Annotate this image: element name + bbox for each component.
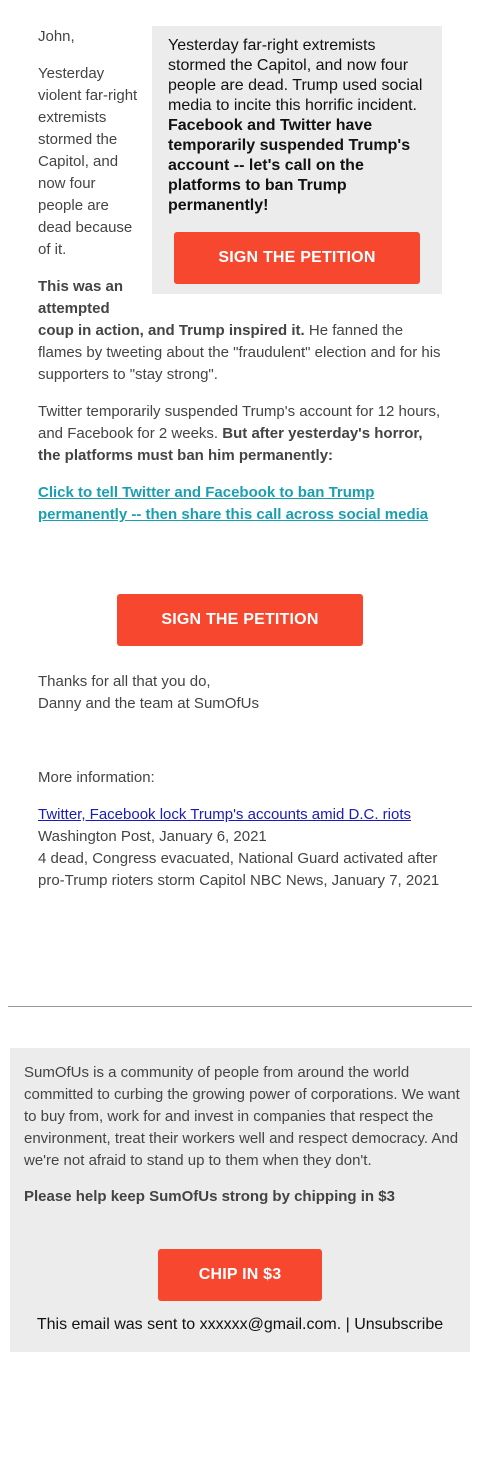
footer-panel (10, 1048, 470, 1352)
footer-separator: | (341, 1316, 355, 1333)
para3-bold: But after yesterday's horror, the platforms must ban him permanently: (38, 425, 423, 464)
intro-line: Capitol, and (38, 153, 119, 170)
intro-line: people are (38, 197, 109, 214)
para2-bold-line3: coup in action, and Trump inspired it. (38, 322, 305, 339)
intro-line: violent far-right (38, 87, 138, 104)
callout-bold: Facebook and Twitter have temporarily suspended Trump's account -- let's call on the platforms to ban Trump permanently! (168, 117, 411, 214)
para2-bold-line2: attempted (38, 300, 110, 317)
intro-line: dead because (38, 219, 133, 236)
para3-text: Twitter temporarily suspended Trump's account for 12 hours, and Facebook for 2 weeks. (38, 403, 441, 442)
divider (8, 1006, 472, 1007)
cta-paragraph (38, 482, 443, 526)
footer-appeal: Please help keep SumOfUs strong by chipping in $3 (24, 1188, 395, 1205)
para2-body (38, 320, 448, 386)
more-info-heading: More information: (38, 769, 155, 786)
para2-bold-line1: This was an (38, 278, 124, 295)
cta-link[interactable]: Click to tell Twitter and Facebook to ban Trump permanently -- then share this call across social media (38, 484, 429, 523)
footer-about: SumOfUs is a community of people from around the world committed to curbing the growing power of corporations. We want to buy from, work for and invest in companies that respect the environment, treat their workers well and respect democracy. And we're not afraid to stand up to them when they don't. (24, 1064, 460, 1169)
source-2: 4 dead, Congress evacuated, National Guard activated after pro-Trump rioters storm Capitol NBC News, January 7, 2021 (38, 850, 440, 889)
sent-to-text: This email was sent to xxxxxx@gmail.com. (36, 1316, 342, 1333)
callout-box (152, 26, 442, 294)
sign-petition-button[interactable]: SIGN THE PETITION (117, 594, 363, 646)
source-1: Washington Post, January 6, 2021 (38, 828, 267, 845)
callout-text (168, 36, 430, 216)
greeting: John, (38, 28, 75, 45)
source-link[interactable]: Twitter, Facebook lock Trump's accounts amid D.C. riots (38, 806, 411, 823)
intro-line: extremists (38, 109, 107, 126)
intro-line: Yesterday (38, 65, 105, 82)
intro-paragraph (38, 63, 150, 261)
intro-line: of it. (38, 241, 67, 258)
unsubscribe-link[interactable]: Unsubscribe (354, 1316, 444, 1333)
signoff-signature: Danny and the team at SumOfUs (38, 695, 259, 712)
chip-in-button[interactable]: CHIP IN $3 (158, 1249, 322, 1301)
intro-line: now four (38, 175, 96, 192)
footer-sent-to (10, 1314, 470, 1336)
para2-rest: He fanned the flames by tweeting about the "fraudulent" election and for his supporters to "stay strong". (38, 322, 441, 383)
callout-sign-petition-button[interactable]: SIGN THE PETITION (174, 232, 420, 284)
signoff-thanks: Thanks for all that you do, (38, 673, 211, 690)
callout-body: Yesterday far-right extremists stormed the Capitol, and now four people are dead. Trump used social media to incite this horrific incident. (168, 37, 423, 114)
intro-line: stormed the (38, 131, 118, 148)
para3 (38, 401, 448, 467)
more-info-link-line (38, 804, 458, 826)
